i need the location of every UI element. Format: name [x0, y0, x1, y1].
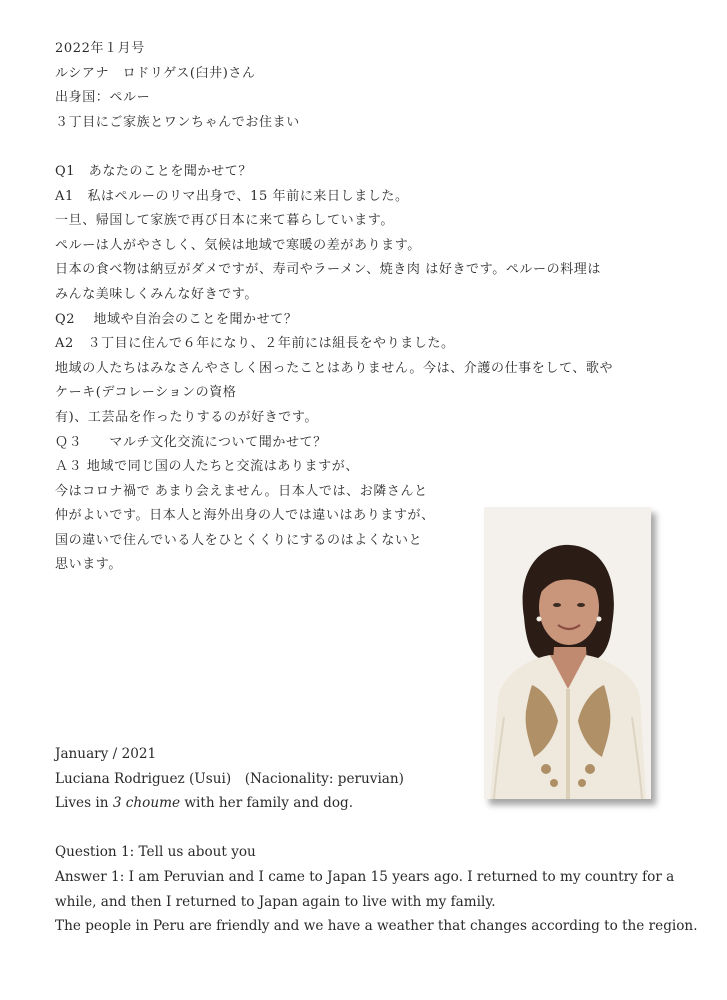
answer-1-line: A1 私はペルーのリマ出身で、15 年前に来日しました。: [55, 188, 409, 204]
answer-1-line: 一旦、帰国して家族で再び日本に来て暮らしています。: [55, 213, 394, 229]
question-1-en: Question 1: Tell us about you: [55, 844, 256, 861]
answer-2-line: ケーキ(デコレーションの資格: [55, 385, 237, 401]
answer-1-line: ペルーは人がやさしく、気候は地域で寒暖の差があります。: [55, 237, 421, 253]
person-name-jp: ルシアナ ロドリゲス(臼井)さん: [55, 65, 256, 81]
english-section: [55, 742, 698, 939]
answer-3-line: 思います。: [55, 557, 122, 573]
residence-jp: ３丁目にご家族とワンちゃんでお住まい: [55, 114, 300, 130]
spacer: [55, 816, 675, 841]
answer-2-line: A2 ３丁目に住んで６年になり、２年前には組長をやりました。: [55, 336, 455, 352]
answer-2-line: 地域の人たちはみなさんやさしく困ったことはありません。今は、介護の仕事をして、歌や: [55, 360, 614, 376]
issue-date-en: January / 2021: [55, 746, 157, 762]
spacer: [55, 135, 685, 160]
residence-prefix: Lives in: [55, 795, 113, 812]
answer-2-line: 有)、工芸品を作ったりするのが好きです。: [55, 409, 319, 425]
question-3-jp: Ｑ３ マルチ文化交流について聞かせて？: [55, 434, 327, 450]
question-2-jp: Q2 地域や自治会のことを聞かせて？: [55, 311, 298, 327]
residence-en: [55, 791, 675, 816]
answer-3-line: 国の違いで住んでいる人をひとくくりにするのはよくないと: [55, 532, 423, 548]
answer-3-line: Ａ３ 地域で同じ国の人たちと交流はありますが、: [55, 459, 359, 475]
origin-jp: 出身国：ペルー: [55, 90, 151, 106]
issue-date-jp: 2022年１月号: [55, 41, 145, 56]
residence-suffix: with her family and dog.: [180, 795, 354, 812]
japanese-section: [55, 37, 685, 578]
residence-place: 3 choume: [112, 795, 181, 812]
answer-3-line: 今はコロナ禍で あまり会えません。日本人では、お隣さんと: [55, 483, 428, 499]
answer-1-en-line: The people in Peru are friendly and we have a weather that changes according to the region.: [55, 918, 698, 935]
answer-1-line: みんな美味しくみんな好きです。: [55, 286, 258, 302]
answer-1-en-line: while, and then I returned to Japan again to live with my family.: [55, 893, 496, 910]
answer-3-line: 仲がよいです。日本人と海外出身の人では違いはありますが、: [55, 508, 435, 524]
answer-1-line: 日本の食べ物は納豆がダメですが、寿司やラーメン、焼き肉 は好きです。ペルーの料理は: [55, 262, 602, 278]
person-name-en: Luciana Rodriguez (Usui) (Nacionality: peruvian): [55, 770, 404, 787]
answer-1-en-line: Answer 1: I am Peruvian and I came to Japan 15 years ago. I returned to my country for a: [55, 868, 675, 885]
question-1-jp: Q1 あなたのことを聞かせて？: [55, 163, 252, 179]
